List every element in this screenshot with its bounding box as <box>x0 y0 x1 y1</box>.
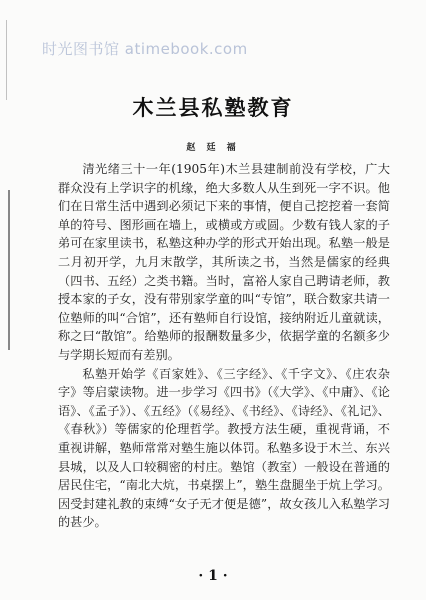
article-author: 赵 廷 福 <box>186 143 240 153</box>
article-body <box>58 160 390 532</box>
article-title: 木兰县私塾教育 <box>132 96 294 120</box>
page-edge-shadow <box>0 20 7 100</box>
paragraph: 清光绪三十一年(1905年)木兰县建制前没有学校，广大群众没有上学识字的机缘，绝大多数人从生到死一字不识。他们在日常生活中遇到必须记下来的事情，便自己挖挖着一套简单的符号、图形画在墙上，或横或方或圆。少数有钱人家的子弟可在家里读书，私塾这种办学的形式开始出现。私塾一般是二月初开学，九月末散学，其所读之书，当然是儒家的经典（四书、五经）之类书籍。当时，富裕人家自己聘请老师，教授本家的子女，没有带别家学童的叫“专馆”，联合数家共请一位塾师的叫“合馆”，还有塾师自行设馆，接纳附近儿童就读，称之曰“散馆”。给塾师的报酬数量多少，依据学童的名额多少与学期长短而有差别。 <box>58 162 390 362</box>
page-number: · 1 · <box>198 568 228 584</box>
paragraph: 私塾开始学《百家姓》、《三字经》、《千字文》、《庄农杂字》等启蒙读物。进一步学习《四书》（《大学》、《中庸》、《论语》、《孟子》）、《五经》（《易经》、《书经》、《诗经》、《礼记》、《春秋》）等儒家的伦理哲学。教授方法生硬，重视背诵，不重视讲解，塾师常常对塾生施以体罚。私塾多设于木兰、东兴县城，以及人口较稠密的村庄。塾馆（教室）一般设在普通的居民住宅，“南北大炕，书桌摆上”，塾生盘腿坐于炕上学习。因受封建礼教的束缚“女子无才便是德”，故女孩儿入私塾学习的甚少。 <box>58 366 390 530</box>
page-binding-edge <box>0 190 10 350</box>
watermark: 时光图书馆 atimebook.com <box>42 40 248 58</box>
